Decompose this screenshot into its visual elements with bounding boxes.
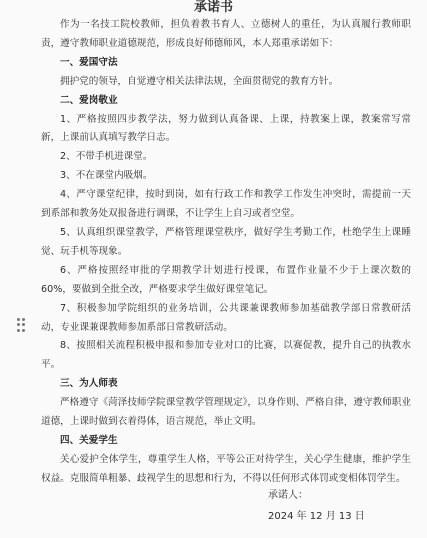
drag-handle-icon[interactable] — [17, 318, 25, 332]
signature-date: 2024 年 12 月 13 日 — [268, 511, 365, 522]
paragraph: 7、积极参加学院组织的业务培训，公共课兼课教师参加基础教学部日常教研活动，专业课兼课教师参加系部日常教研活动。 — [41, 302, 411, 333]
section-heading: 四、关爱学生 — [60, 434, 118, 446]
paragraph: 拥护党的领导，自觉遵守相关法律法规，全面贯彻党的教育方针。 — [60, 75, 339, 87]
paragraph: 3、不在课堂内吸烟。 — [60, 170, 153, 182]
paragraph: 关心爱护全体学生，尊重学生人格，平等公正对待学生，关心学生健康，维护学生权益。克服简单粗暴、歧视学生的思想和行为，不得以任何形式体罚或变相体罚学生。 — [41, 453, 411, 484]
section-heading: 三、为人师表 — [60, 378, 118, 390]
paragraph: 作为一名技工院校教师，担负着教书育人、立德树人的重任，为认真履行教师职责，遵守教师职业道德规范，形成良好师德师风，本人郑重承诺如下： — [41, 19, 411, 49]
paragraph: 严格遵守《菏泽技师学院课堂教学管理规定》，以身作则、严格自律，遵守教师职业道德，上课时做到衣着得体，语言规范，举止文明。 — [41, 397, 411, 428]
document-body — [41, 16, 411, 489]
signature-label: 承诺人： — [268, 490, 308, 501]
paragraph: 2、不带手机进课堂。 — [60, 151, 153, 163]
paragraph: 4、严守课堂纪律，按时到岗，如有行政工作和教学工作发生冲突时，需提前一天到系部和教务处双报备进行调课，不让学生上自习或者空堂。 — [41, 189, 411, 220]
document-title: 承诺书 — [193, 0, 233, 15]
paragraph: 1、严格按照四步教学法，努力做到认真备课、上课，持教案上课，教案常写常新，上课前认真填写教学日志。 — [41, 113, 411, 144]
section-heading: 一、爱国守法 — [60, 56, 118, 68]
section-heading: 二、爱岗敬业 — [60, 94, 118, 106]
paragraph: 5、认真组织课堂教学，严格管理课堂秩序，做好学生考勤工作，杜绝学生上课睡觉、玩手机等现象。 — [41, 226, 411, 257]
paragraph: 6、严格按照经审批的学期教学计划进行授课，布置作业量不少于上课次数的60%，要做到全批全改，严格要求学生做好课堂笔记。 — [41, 264, 411, 295]
paragraph: 8、按照相关流程积极申报和参加专业对口的比赛，以赛促教，提升自己的执教水平。 — [41, 340, 411, 371]
